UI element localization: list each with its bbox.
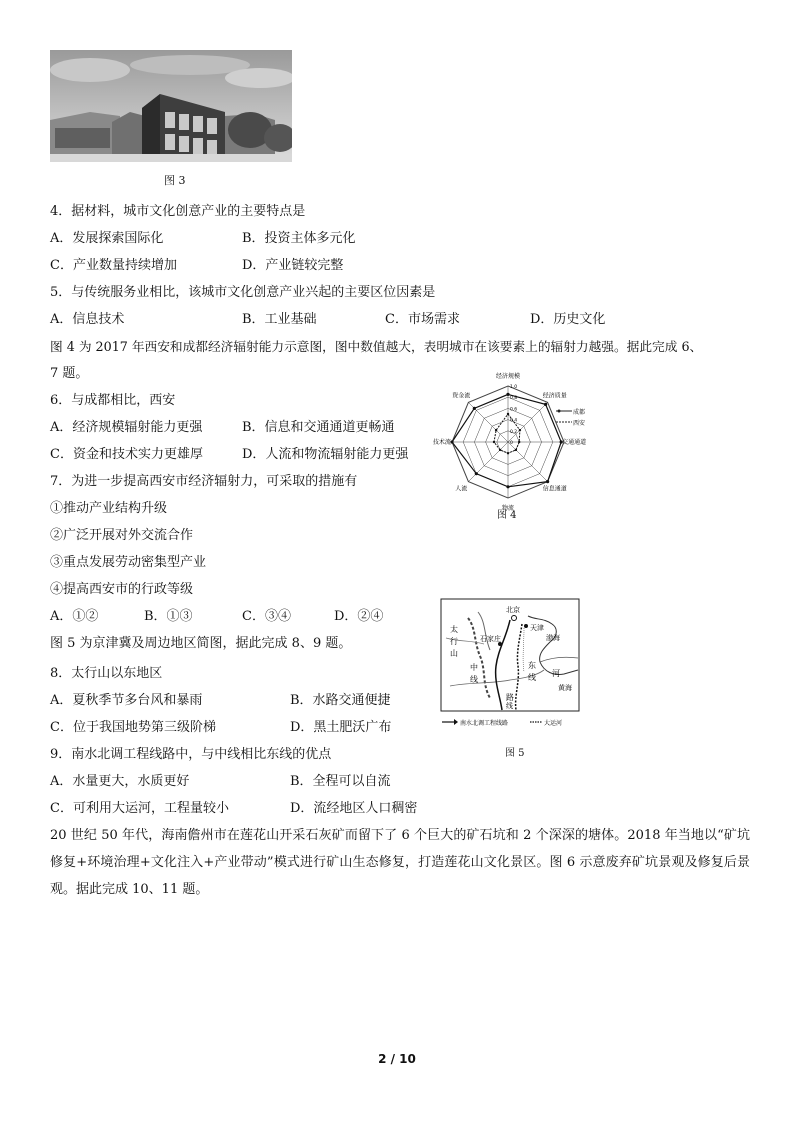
page-number: 2 / 10 [378,1052,416,1066]
q8-option-c[interactable]: C．位于我国地势第三级阶梯 [50,720,216,735]
question-4-stem: 4．据材料，城市文化创意产业的主要特点是 [50,204,306,219]
label-beijing: 北京 [506,606,520,614]
radar-tick-label: 0 [510,441,513,446]
q4-option-d[interactable]: D．产业链较完整 [242,258,344,273]
radar-axis-label: 交通通道 [562,439,587,446]
label-xian-east: 线 [528,673,536,682]
q4-option-b[interactable]: B．投资主体多元化 [242,231,356,246]
question-8-stem: 8．太行山以东地区 [50,666,163,681]
q9-option-d[interactable]: D．流经地区人口稠密 [290,801,418,816]
label-hang: 行 [450,637,458,646]
label-zhong: 中 [470,663,478,672]
q7-item-4: ④提高西安市的行政等级 [50,582,194,597]
label-bohai: 渤海 [546,634,560,642]
radar-point [475,472,478,475]
legend-route-label: 南水北调工程线路 [460,720,509,727]
radar-tick-label: 0.8 [510,396,518,402]
label-lu: 路 [506,693,514,702]
label-tai: 太 [450,625,458,634]
radar-point [518,441,520,443]
radar-axis-label: 技术流 [432,439,451,446]
radar-point [507,413,509,415]
radar-point [506,485,509,488]
fig6-intro-paragraph: 20 世纪 50 年代，海南儋州市在莲花山开采石灰矿而留下了 6 个巨大的矿石坑和 2 个深深的塘体。2018 年当地以“矿坑修复+环境治理+文化注入+产业带动”模式进行矿山生态修复，打造莲花山文化景区。图 6 示意废弃矿坑景观及修复后景观。据此完成 10、11 题。 [50,828,750,897]
factory-photo [50,50,292,162]
fig4-caption: 图 4 [497,510,517,521]
legend-canal-label: 大运河 [544,720,563,727]
q4-option-a[interactable]: A．发展探索国际化 [50,231,164,246]
q7-item-2: ②广泛开展对外交流合作 [50,528,194,543]
radar-point [544,403,547,406]
legend-chengdu-marker [558,410,561,413]
question-5-stem: 5．与传统服务业相比，该城市文化创意产业兴起的主要区位因素是 [50,285,436,300]
q5-option-d[interactable]: D．历史文化 [530,312,606,327]
q7-option-a[interactable]: A．①② [50,609,99,624]
q6-option-c[interactable]: C．资金和技术实力更雄厚 [50,447,203,462]
fig5-caption: 图 5 [505,748,525,759]
q7-option-d[interactable]: D．②④ [334,609,384,624]
question-7-stem: 7．为进一步提高西安市经济辐射力，可采取的措施有 [50,474,358,489]
label-tianjin: 天津 [530,624,544,632]
radar-point [493,441,495,443]
question-9-stem: 9．南水北调工程线路中，与中线相比东线的优点 [50,747,332,762]
q6-option-b[interactable]: B．信息和交通通道更畅通 [242,420,395,435]
label-shijiazhuang: 石家庄 [480,635,501,643]
radar-axis-label: 资金流 [452,392,471,400]
label-xian-mid: 线 [470,675,478,684]
question-6-stem: 6．与成都相比，西安 [50,393,176,408]
radar-legend [556,408,585,427]
label-huanghai: 黄海 [558,684,572,692]
fig4-intro-line2: 7 题。 [50,366,89,381]
q7-item-1: ①推动产业结构升级 [50,501,168,516]
q7-option-b[interactable]: B．①③ [144,609,193,624]
q9-option-c[interactable]: C．可利用大运河，工程量较小 [50,801,229,816]
radar-axis-label: 经济规模 [495,372,521,380]
radar-tick-label: 0.2 [510,429,518,435]
beijing-dot [512,616,517,621]
q9-option-a[interactable]: A．水量更大，水质更好 [50,774,190,789]
radar-point [499,449,501,451]
legend-chengdu-label: 成都 [573,409,586,416]
legend-xian-label: 西安 [573,420,586,427]
fig4-radar-chart [420,364,590,524]
radar-axis-label: 人流 [455,485,468,493]
radar-tick-label: 1.0 [510,385,518,390]
q8-option-b[interactable]: B．水路交通便捷 [290,693,391,708]
q8-option-d[interactable]: D．黑土肥沃广布 [290,720,392,735]
radar-axis-label: 信息通道 [542,485,567,493]
fig5-intro: 图 5 为京津冀及周边地区简图，据此完成 8、9 题。 [50,636,352,651]
q6-option-a[interactable]: A．经济规模辐射能力更强 [50,420,203,435]
legend-route-arrow [454,719,458,725]
q9-option-b[interactable]: B．全程可以自流 [290,774,391,789]
q5-option-a[interactable]: A．信息技术 [50,312,125,327]
q5-option-c[interactable]: C．市场需求 [385,312,460,327]
label-xian2: 线 [506,702,513,710]
q7-item-3: ③重点发展劳动密集型产业 [50,555,207,570]
q7-option-c[interactable]: C．③④ [242,609,291,624]
q6-option-d[interactable]: D．人流和物流辐射能力更强 [242,447,409,462]
radar-axis-label: 经济质量 [542,392,567,400]
q5-option-b[interactable]: B．工业基础 [242,312,317,327]
q4-option-c[interactable]: C．产业数量持续增加 [50,258,177,273]
radar-point [507,452,509,454]
fig4-intro-line1: 图 4 为 2017 年西安和成都经济辐射能力示意图，图中数值越大，表明城市在该要素上的辐射力越强。据此完成 6、 [50,339,703,354]
radar-point [519,429,521,431]
fig3-caption: 图 3 [164,174,186,187]
radar-point [515,449,517,451]
radar-tick-label: 0.6 [510,407,518,413]
radar-point [495,429,497,431]
radar-tick-label: 0.4 [510,418,518,424]
label-shan: 山 [450,649,458,658]
radar-axis-label: 物流 [501,505,515,513]
radar-point [473,407,476,410]
tianjin-dot [524,624,528,628]
q8-option-a[interactable]: A．夏秋季节多台风和暴雨 [50,693,203,708]
label-he: 河 [552,669,560,678]
radar-point [546,480,549,483]
fig5-map [440,598,582,743]
label-dong: 东 [528,661,536,670]
